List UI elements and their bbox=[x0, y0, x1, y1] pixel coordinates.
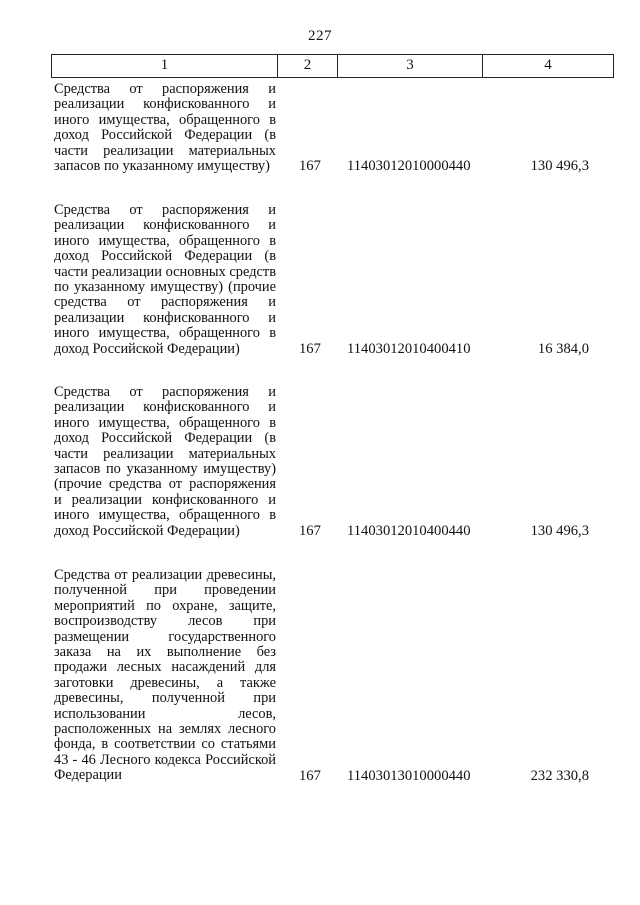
column-header-2: 2 bbox=[278, 55, 338, 77]
row-amount: 130 496,3 bbox=[530, 158, 589, 175]
column-header-4: 4 bbox=[544, 57, 552, 73]
row-amount: 232 330,8 bbox=[530, 767, 589, 784]
table-header bbox=[51, 54, 614, 78]
row-code: 167 bbox=[299, 341, 321, 358]
row-kbk: 11403012010000440 bbox=[347, 158, 471, 175]
row-code: 167 bbox=[299, 523, 321, 540]
column-header-1: 1 bbox=[52, 55, 278, 77]
row-kbk: 11403012010400410 bbox=[347, 341, 471, 358]
table-row bbox=[54, 385, 589, 539]
column-header-3: 3 bbox=[338, 55, 483, 77]
row-code: 167 bbox=[299, 767, 321, 784]
row-description: Средства от распоряжения и реализации конфискованного и иного имущества, обращенного в доход Российской Федерации (в части реализации материальных запасов по указанному имуществу) bbox=[54, 81, 276, 175]
row-description: Средства от распоряжения и реализации конфискованного и иного имущества, обращенного в доход Российской Федерации (в части реализации материальных запасов по указанному имуществу) (прочие средства от распоряжения и реализации конфискованного и иного имущества, обращенного в доход Российской Федерации) bbox=[54, 384, 276, 539]
table-row bbox=[54, 82, 589, 174]
row-description: Средства от реализации древесины, полученной при проведении мероприятий по охране, защите, воспроизводству лесов при размещении государственного заказа на их выполнение без продажи лесных насаждений для заготовки древесины, а также древесины, полученной при использовании лесов, расположенных на землях лесного фонда, в соответствии со статьями 43 - 46 Лесного кодекса Российской Федерации bbox=[54, 567, 276, 784]
row-amount: 16 384,0 bbox=[537, 341, 589, 358]
row-code: 167 bbox=[299, 158, 321, 175]
row-amount: 130 496,3 bbox=[530, 523, 589, 540]
page-number: 227 bbox=[308, 28, 332, 44]
row-kbk: 11403012010400440 bbox=[347, 523, 471, 540]
table-row bbox=[54, 568, 589, 784]
table-row bbox=[54, 203, 589, 357]
row-kbk: 11403013010000440 bbox=[347, 767, 471, 784]
row-description: Средства от распоряжения и реализации конфискованного и иного имущества, обращенного в доход Российской Федерации (в части реализации основных средств по указанному имуществу) (прочие средства от распоряжения и реализации конфискованного и иного имущества, обращенного в доход Российской Федерации) bbox=[54, 202, 276, 357]
